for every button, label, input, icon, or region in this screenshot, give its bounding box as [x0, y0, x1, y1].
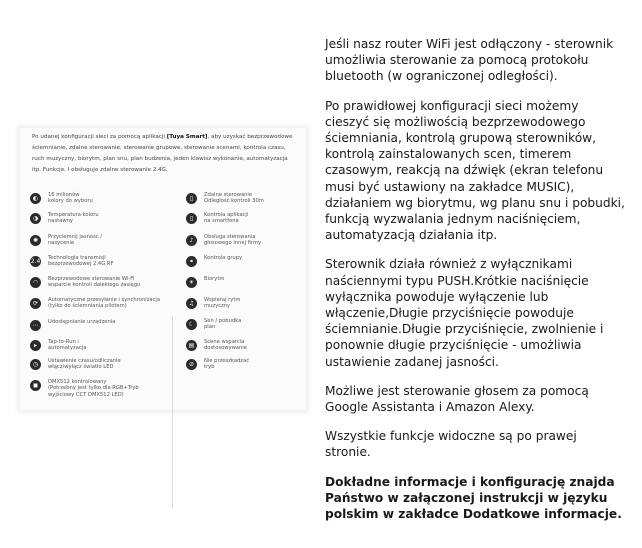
paragraph-bluetooth: Jeśli nasz router WiFi jest odłączony - sterownik umożliwia sterowanie za pomocą protokołu bluetooth (w ograniczonej odległości).: [325, 37, 614, 84]
feature-label: Obsługa sterowania głosowego innej firmy: [204, 234, 262, 247]
feature-item: [30, 234, 102, 247]
signal-24g-icon: 2.4: [30, 258, 41, 265]
feature-label: Bezprzewodowe sterowanie Wi-Fi wsparcie kontroli dalekiego zasięgu: [48, 276, 141, 289]
smartphone-icon: ▯: [186, 213, 197, 224]
sleep-icon: ☾: [186, 319, 197, 330]
feature-item: [186, 318, 241, 331]
feature-label: Przyciemnij jasność / nasycenie: [48, 234, 103, 247]
feature-intro-text: Po udanej konfiguracji sieci za pomocą aplikacji [Tuya Smart], aby uzyskać bezprzewodowe ściemnianie, zdalne sterowanie, sterowanie grupowe, sterowanie scenami, kontrola czasu, ruch muzyczny, biorytm, plan snu, plan budzenia, jeden klawisz wykonanie, automatyzacja itp. Funkcje. I obsługuje zdalne sterowanie 2.4G.: [32, 134, 293, 173]
column-divider: [172, 316, 173, 508]
feature-item: [186, 234, 261, 247]
feature-item: [186, 339, 247, 352]
feature-item: [30, 297, 160, 310]
wifi-icon: ◠: [30, 277, 41, 288]
scene-icon: ▤: [186, 340, 197, 351]
feature-item: [30, 339, 86, 352]
paragraph-push-switch: Sterownik działa również z wyłącznikami naściennymi typu PUSH.Krótkie naciśnięcie wyłącznika powoduje wyłączenie lub włączenie,Długie przyciśnięcie powoduje ściemnianie.Długie przyciśnięcie, zwolnienie i ponownie długie przyciśnięcie - umożliwia ustawienie zadanej jasności.: [325, 257, 604, 369]
automation-icon: ▸: [30, 340, 41, 351]
feature-label: Biorytm: [204, 276, 225, 282]
feature-label: Technologia transmisji bezprzewodowej 2.4G RF: [48, 255, 114, 268]
palette-icon: ◐: [30, 193, 41, 204]
feature-label: Udostępnianie urządzenia: [48, 319, 116, 325]
feature-item: [186, 358, 249, 371]
clock-icon: ◷: [30, 359, 41, 370]
feature-item: [30, 255, 113, 268]
dmx-icon: ◼: [30, 380, 41, 391]
feature-label: 16 milionów kolory do wyboru: [48, 192, 93, 205]
feature-label: Temperatura koloru nastawny: [48, 212, 99, 225]
feature-item: [30, 212, 99, 225]
feature-item: [30, 276, 140, 289]
feature-item: [30, 319, 115, 331]
biorhythm-icon: ☀: [186, 277, 197, 288]
sync-icon: ⟳: [30, 298, 41, 309]
feature-label: Zdalne sterowanie Odległość kontroli 30m: [204, 192, 264, 205]
feature-item: [30, 379, 139, 398]
feature-item: [186, 255, 242, 267]
feature-label: Sen / pobudka plan: [204, 318, 242, 331]
feature-label: Tap-to-Run i automatyzacja: [48, 339, 87, 352]
feature-label: Automatyczne przesyłanie i synchronizacja (tylko do ściemniania pilotem): [48, 297, 161, 310]
group-icon: ⚭: [186, 256, 197, 267]
feature-label: Kontrola grupy: [204, 255, 243, 261]
feature-label: Wspieraj rytm muzyczny: [204, 297, 241, 310]
share-icon: ⋯: [30, 320, 41, 331]
app-name: [Tuya Smart]: [166, 134, 208, 140]
paragraph-functions-note: Wszystkie funkcje widoczne są po prawej stronie.: [325, 429, 577, 460]
feature-item: [186, 276, 224, 288]
thermometer-icon: ◑: [30, 213, 41, 224]
feature-item: [186, 297, 240, 310]
product-description: [325, 36, 625, 535]
feature-label: Nie przeszkadzać tryb: [204, 358, 250, 371]
feature-label: DMX512 kontrolowany (Potrzebny jest tylko dla RGB+Tryb wyjściowy CCT DMX512 LED): [48, 379, 139, 398]
feature-item: [186, 192, 264, 205]
feature-label: Ustawienie czasu/odliczanie włącz/wyłącz światło LED: [48, 358, 121, 371]
product-feature-image: [20, 128, 306, 410]
paragraph-voice-control: Możliwe jest sterowanie głosem za pomocą Google Assistanta i Amazon Alexy.: [325, 383, 589, 415]
microphone-icon: ♪: [186, 235, 197, 246]
feature-label: Kontrola aplikacji na smartfona: [204, 212, 249, 225]
no-disturb-icon: ⊘: [186, 359, 197, 370]
feature-item: [30, 358, 121, 371]
feature-label: Scena wsparcia dostosowywanie: [204, 339, 247, 352]
remote-icon: ▯: [186, 193, 197, 204]
feature-item: [30, 192, 93, 205]
paragraph-instructions: Dokładne informacje i konfigurację znajda Państwo w załączonej instrukcji w języku polskim w zakładce Dodatkowe informacje.: [325, 474, 622, 522]
feature-item: [186, 212, 248, 225]
paragraph-features: Po prawidłowej konfiguracji sieci możemy cieszyć się możliwością bezprzewodowego ściemniania, kontrolą grupową sterowników, kontrolą zainstalowanych scen, timerem czasowym, reakcją na dźwięk (ekran telefonu musi być ustawiony na zakładce MUSIC), działaniem wg biorytmu, wg planu snu i pobudki, funkcją wyzwalania jednym naciśnięciem, automatyzacją działania itp.: [325, 98, 625, 243]
brightness-icon: ✺: [30, 235, 41, 246]
music-icon: ♫: [186, 298, 197, 309]
